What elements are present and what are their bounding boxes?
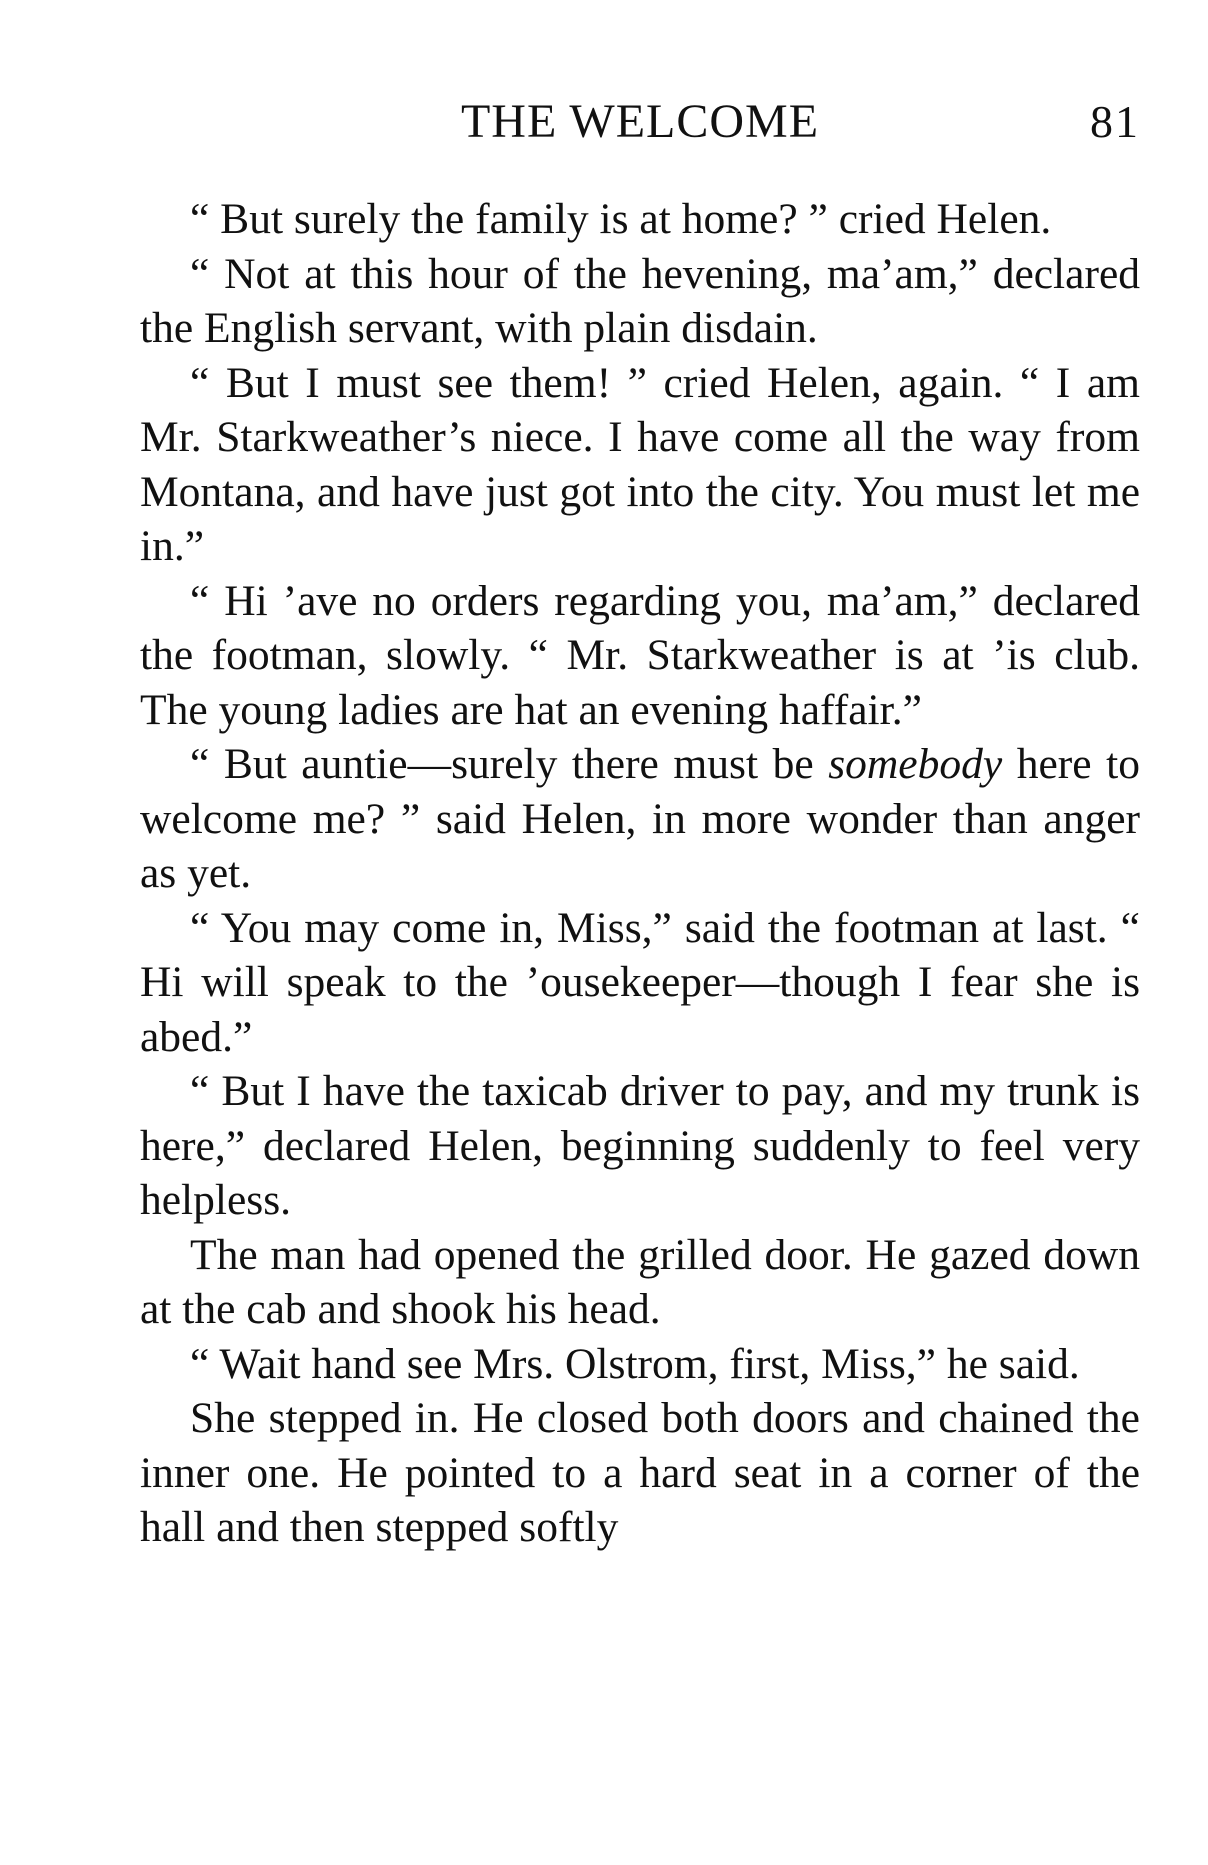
paragraph: She stepped in. He closed both doors and chained the inner one. He pointed to a hard seat in a corner of the hall and then stepped softly — [140, 1394, 1140, 1551]
paragraph: “ Wait hand see Mrs. Olstrom, first, Miss,” he said. — [190, 1339, 1080, 1388]
paragraph: “ But I must see them! ” cried Helen, again. “ I am Mr. Starkweather’s niece. I have come all the way from Montana, and have just got into the city. You must let me in.” — [140, 358, 1140, 570]
paragraph-text: “ But auntie—surely there must be — [190, 740, 829, 788]
paragraph: “ You may come in, Miss,” said the footman at last. “ Hi will speak to the ’ousekeeper—though I fear she is abed.” — [140, 903, 1140, 1061]
paragraph: “ But I have the taxicab driver to pay, and my trunk is here,” declared Helen, beginning suddenly to feel very helpless. — [140, 1067, 1140, 1224]
body-text — [140, 192, 1140, 1555]
paragraph: “ Hi ’ave no orders regarding you, ma’am,” declared the footman, slowly. “ Mr. Starkweather is at ’is club. The young ladies are hat an evening haffair.” — [140, 576, 1140, 734]
page-number: 81 — [1090, 96, 1140, 147]
running-title: THE WELCOME — [460, 95, 820, 148]
paragraph: The man had opened the grilled door. He gazed down at the cab and shook his head. — [140, 1230, 1140, 1333]
paragraph-text: here to welcome me? ” said Helen, in more wonder than anger as yet. — [140, 740, 1140, 897]
emphasized-word: somebody — [828, 740, 1003, 788]
page-header — [140, 92, 1140, 152]
paragraph: “ But surely the family is at home? ” cried Helen. — [190, 195, 1052, 243]
paragraph: “ Not at this hour of the hevening, ma’am,” declared the English servant, with plain disdain. — [140, 249, 1140, 352]
paragraph — [140, 737, 1140, 901]
